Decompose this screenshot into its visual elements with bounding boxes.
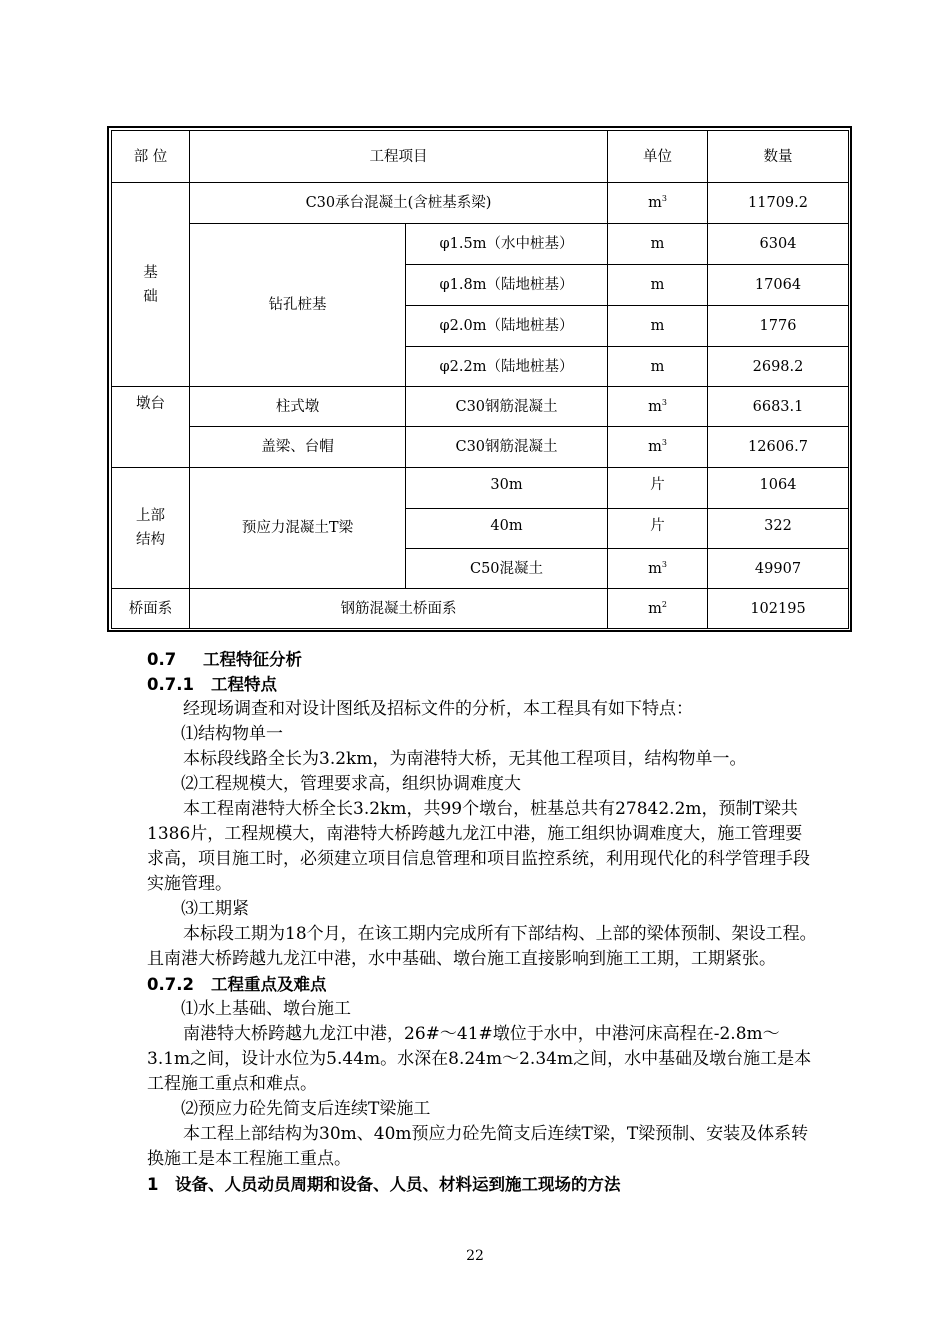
- page-number: 22: [466, 1248, 484, 1264]
- table-row: [112, 387, 849, 427]
- key-1-text: 南港特大桥跨越九龙江中港，26#～41#墩位于水中，中港河床高程在-2.8m～3.1m之间，设计水位为5.44m。水深在8.24m～2.34m之间，水中基础及墩台施工是本工程施工重点和难点。: [147, 1024, 812, 1094]
- t-beam-unit: 片: [608, 509, 708, 549]
- t-beam-quantity: 1064: [708, 468, 849, 509]
- table-row: [112, 427, 849, 468]
- section-deck-label: 桥面系: [112, 589, 190, 629]
- quantity-table-frame: [107, 126, 852, 632]
- pile-unit: m: [608, 224, 708, 265]
- cap-unit: $m^3$: [608, 183, 708, 224]
- key-2-title: ⑵预应力砼先简支后连续T梁施工: [181, 1099, 431, 1119]
- feature-3-title: ⑶工期紧: [181, 899, 249, 919]
- heading-0-7: 0.7 工程特征分析: [147, 650, 302, 669]
- heading-0-7-2: 0.7.2 工程重点及难点: [147, 975, 327, 994]
- feature-3-text: 本标段工期为18个月，在该工期内完成所有下部结构、上部的梁体预制、架设工程。且南港大桥跨越九龙江中港，水中基础、墩台施工直接影响到施工工期，工期紧张。: [147, 924, 817, 969]
- pile-spec: φ1.8m（陆地桩基）: [406, 265, 608, 306]
- t-beam-concrete-quantity: 49907: [708, 549, 849, 589]
- feature-2-text: 本工程南港特大桥全长3.2km，共99个墩台，桩基总共有27842.2m，预制T梁共1386片，工程规模大，南港特大桥跨越九龙江中港，施工组织协调难度大，施工管理要求高，项目施工时，必须建立项目信息管理和项目监控系统，利用现代化的科学管理手段实施管理。: [147, 799, 810, 894]
- pier-quantity: 6683.1: [708, 387, 849, 427]
- deck-quantity: 102195: [708, 589, 849, 629]
- t-beam-unit: 片: [608, 468, 708, 509]
- pile-quantity: 17064: [708, 265, 849, 306]
- heading-1: 1 设备、人员动员周期和设备、人员、材料运到施工现场的方法: [147, 1175, 621, 1194]
- heading-0-7-1: 0.7.1 工程特点: [147, 675, 277, 694]
- pier-item: 柱式墩: [190, 387, 406, 427]
- pile-unit: m: [608, 306, 708, 347]
- pile-spec: φ2.0m（陆地桩基）: [406, 306, 608, 347]
- key-2-text: 本工程上部结构为30m、40m预应力砼先简支后连续T梁，T梁预制、安装及体系转换施工是本工程施工重点。: [147, 1124, 809, 1169]
- table-row: [112, 468, 849, 509]
- feature-1-title: ⑴结构物单一: [181, 724, 283, 744]
- pier-unit: $m^3$: [608, 387, 708, 427]
- body-text: [147, 647, 817, 1197]
- table-header-row: [112, 131, 849, 183]
- table-row: [112, 183, 849, 224]
- section-pier-label: 墩台: [112, 387, 190, 468]
- table-row: [112, 224, 849, 265]
- t-beam-concrete-spec: C50混凝土: [406, 549, 608, 589]
- pile-unit: m: [608, 347, 708, 387]
- key-1-title: ⑴水上基础、墩台施工: [181, 999, 351, 1019]
- pile-group-label: 钻孔桩基: [190, 224, 406, 387]
- t-beam-quantity: 322: [708, 509, 849, 549]
- cap-concrete-item: C30承台混凝土(含桩基系梁): [190, 183, 608, 224]
- pier-quantity: 12606.7: [708, 427, 849, 468]
- pile-quantity: 2698.2: [708, 347, 849, 387]
- quantity-table: [111, 130, 849, 629]
- pile-quantity: 1776: [708, 306, 849, 347]
- t-beam-item: 预应力混凝土T梁: [190, 468, 406, 589]
- t-beam-concrete-unit: $m^3$: [608, 549, 708, 589]
- section-superstructure-label: 上部 结构: [112, 468, 190, 589]
- section-foundation-label: 基 础: [112, 183, 190, 387]
- pier-spec: C30钢筋混凝土: [406, 387, 608, 427]
- pier-item: 盖梁、台帽: [190, 427, 406, 468]
- deck-item: 钢筋混凝土桥面系: [190, 589, 608, 629]
- pile-unit: m: [608, 265, 708, 306]
- pile-quantity: 6304: [708, 224, 849, 265]
- t-beam-spec: 30m: [406, 468, 608, 509]
- header-quantity: 数量: [708, 131, 849, 183]
- feature-2-title: ⑵工程规模大，管理要求高，组织协调难度大: [181, 774, 521, 794]
- t-beam-spec: 40m: [406, 509, 608, 549]
- intro-paragraph: 经现场调查和对设计图纸及招标文件的分析，本工程具有如下特点：: [183, 699, 693, 719]
- pile-spec: φ1.5m（水中桩基）: [406, 224, 608, 265]
- header-unit: 单位: [608, 131, 708, 183]
- pile-spec: φ2.2m（陆地桩基）: [406, 347, 608, 387]
- deck-unit: $m^2$: [608, 589, 708, 629]
- header-part: 部 位: [112, 131, 190, 183]
- header-item: 工程项目: [190, 131, 608, 183]
- pier-unit: $m^3$: [608, 427, 708, 468]
- table-row: [112, 589, 849, 629]
- feature-1-text: 本标段线路全长为3.2km，为南港特大桥，无其他工程项目，结构物单一。: [183, 749, 747, 769]
- cap-quantity: 11709.2: [708, 183, 849, 224]
- pier-spec: C30钢筋混凝土: [406, 427, 608, 468]
